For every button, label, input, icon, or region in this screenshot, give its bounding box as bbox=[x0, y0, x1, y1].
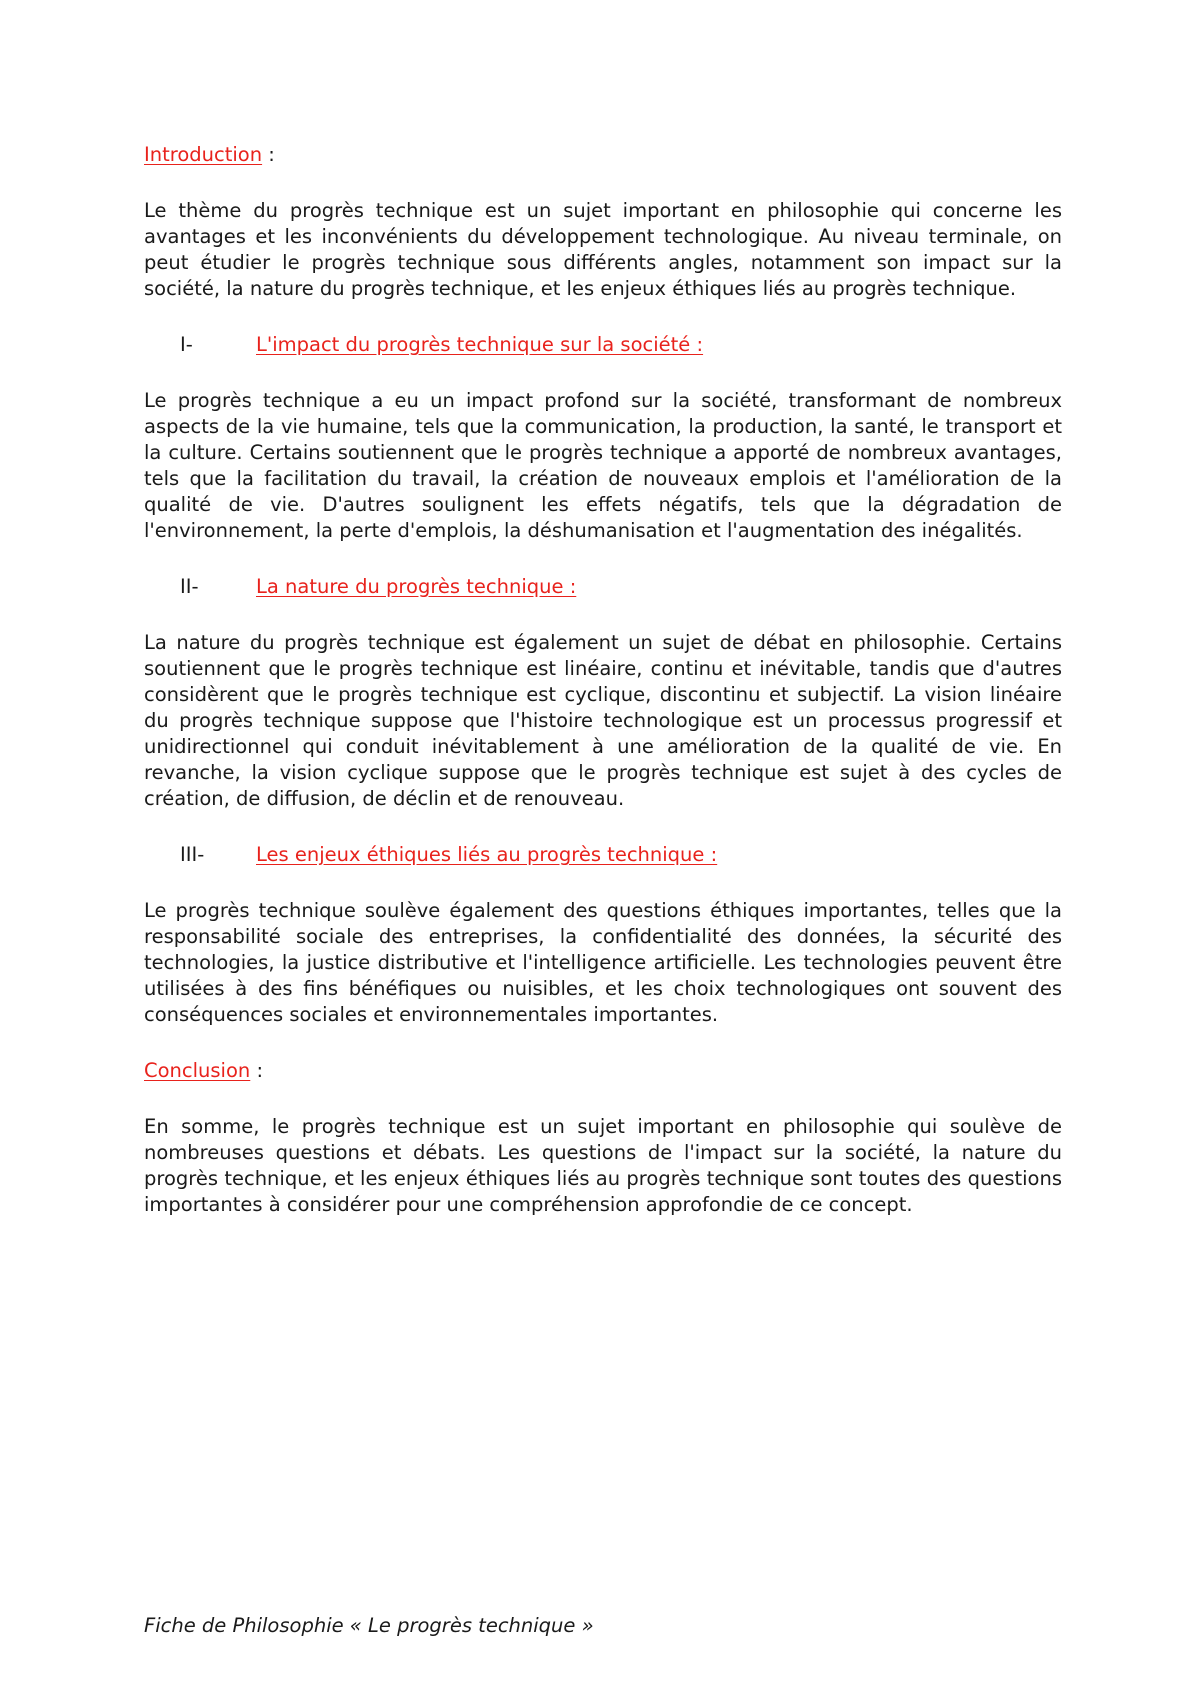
page-footer: Fiche de Philosophie « Le progrès technique » bbox=[144, 1614, 594, 1637]
section-title-2: La nature du progrès technique : bbox=[256, 575, 577, 598]
conclusion-heading bbox=[144, 1058, 1062, 1084]
section-number-2: II- bbox=[180, 575, 199, 598]
section-heading-3 bbox=[144, 842, 1062, 868]
section-paragraph-3: Le progrès technique soulève également des questions éthiques importantes, telles que la responsabilité sociale des entreprises, la confidentialité des données, la sécurité des technologies, la justice distributive et l'intelligence artificielle. Les technologies peuvent être utilisées à des fins bénéfiques ou nuisibles, et les choix technologiques ont souvent des conséquences sociales et environnementales importantes. bbox=[144, 899, 1062, 1026]
document-body bbox=[144, 142, 1062, 1218]
section-title-1: L'impact du progrès technique sur la société : bbox=[256, 333, 704, 356]
section-heading-2 bbox=[144, 574, 1062, 600]
section-title-3: Les enjeux éthiques liés au progrès technique : bbox=[256, 843, 718, 866]
introduction-heading-label: Introduction bbox=[144, 143, 263, 166]
section-number-3: III- bbox=[180, 843, 205, 866]
section-paragraph-1: Le progrès technique a eu un impact profond sur la société, transformant de nombreux aspects de la vie humaine, tels que la communication, la production, la santé, le transport et la culture. Certains soutiennent que le progrès technique a apporté de nombreux avantages, tels que la facilitation du travail, la création de nouveaux emplois et l'amélioration de la qualité de vie. D'autres soulignent les effets négatifs, tels que la dégradation de l'environnement, la perte d'emplois, la déshumanisation et l'augmentation des inégalités. bbox=[144, 389, 1062, 542]
introduction-paragraph: Le thème du progrès technique est un sujet important en philosophie qui concerne les avantages et les inconvénients du développement technologique. Au niveau terminale, on peut étudier le progrès technique sous différents angles, notamment son impact sur la société, la nature du progrès technique, et les enjeux éthiques liés au progrès technique. bbox=[144, 199, 1062, 300]
conclusion-paragraph: En somme, le progrès technique est un sujet important en philosophie qui soulève de nombreuses questions et débats. Les questions de l'impact sur la société, la nature du progrès technique, et les enjeux éthiques liés au progrès technique sont toutes des questions importantes à considérer pour une compréhension approfondie de ce concept. bbox=[144, 1115, 1062, 1216]
conclusion-heading-suffix: : bbox=[250, 1059, 264, 1082]
introduction-heading bbox=[144, 142, 1062, 168]
section-heading-1 bbox=[144, 332, 1062, 358]
section-number-1: I- bbox=[180, 333, 193, 356]
introduction-heading-suffix: : bbox=[262, 143, 275, 166]
conclusion-heading-label: Conclusion bbox=[144, 1059, 251, 1082]
section-paragraph-2: La nature du progrès technique est également un sujet de débat en philosophie. Certains soutiennent que le progrès technique est linéaire, continu et inévitable, tandis que d'autres considèrent que le progrès technique est cyclique, discontinu et subjectif. La vision linéaire du progrès technique suppose que l'histoire technologique est un processus progressif et unidirectionnel qui conduit inévitablement à une amélioration de la qualité de vie. En revanche, la vision cyclique suppose que le progrès technique est sujet à des cycles de création, de diffusion, de déclin et de renouveau. bbox=[144, 631, 1062, 810]
